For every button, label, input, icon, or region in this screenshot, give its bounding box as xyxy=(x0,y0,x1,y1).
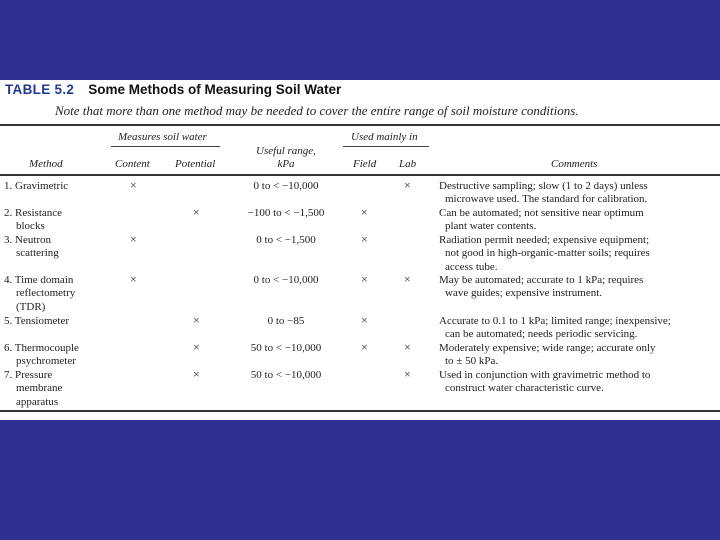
group-header-measures: Measures soil water xyxy=(118,131,207,143)
header-rule xyxy=(0,174,720,176)
table-subtitle: Note that more than one method may be needed to cover the entire range of soil moisture conditions. xyxy=(55,103,579,118)
group-rule-used xyxy=(343,146,429,147)
method-line: reflectometry xyxy=(16,287,76,300)
col-potential: Potential xyxy=(175,158,216,170)
method-cell xyxy=(4,274,112,314)
group-rule-measures xyxy=(111,146,220,147)
comment-line: microwave used. The standard for calibration. xyxy=(445,193,648,206)
comments-cell xyxy=(439,234,717,274)
comment-line: Used in conjunction with gravimetric method to xyxy=(439,369,651,381)
col-method: Method xyxy=(29,158,63,170)
method-cell xyxy=(4,342,112,369)
lab-mark: × xyxy=(404,340,411,354)
potential-mark: × xyxy=(193,340,200,354)
field-mark: × xyxy=(361,205,368,219)
method-line: blocks xyxy=(16,220,45,233)
range-cell: 0 to < −10,000 xyxy=(253,180,319,192)
col-content: Content xyxy=(115,158,150,170)
range-cell: 0 to < −10,000 xyxy=(253,274,319,286)
col-field: Field xyxy=(353,158,377,170)
lab-mark: × xyxy=(404,367,411,381)
content-mark: × xyxy=(130,178,137,192)
range-cell: 50 to < −10,000 xyxy=(250,369,322,381)
group-header-used: Used mainly in xyxy=(351,131,418,143)
method-cell xyxy=(4,207,112,234)
lab-mark: × xyxy=(404,272,411,286)
method-line: membrane xyxy=(16,382,63,395)
comment-line: construct water characteristic curve. xyxy=(445,382,604,395)
method-line: (TDR) xyxy=(16,300,46,313)
comments-cell xyxy=(439,342,717,369)
comment-line: to ± 50 kPa. xyxy=(445,355,499,368)
method-line: 6. Thermocouple xyxy=(4,342,79,354)
method-line: 2. Resistance xyxy=(4,207,63,219)
method-line: 4. Time domain xyxy=(4,274,74,286)
comment-line: Can be automated; not sensitive near optimum xyxy=(439,207,644,219)
col-comments: Comments xyxy=(551,158,598,170)
method-cell xyxy=(4,369,112,409)
range-cell: 0 to < −1,500 xyxy=(256,234,316,246)
method-line: 7. Pressure xyxy=(4,369,53,381)
col-lab: Lab xyxy=(399,158,417,170)
table-number: TABLE 5.2 xyxy=(5,82,75,97)
method-line: 1. Gravimetric xyxy=(4,180,69,192)
range-cell: 50 to < −10,000 xyxy=(250,342,322,354)
potential-mark: × xyxy=(193,313,200,327)
potential-mark: × xyxy=(193,205,200,219)
comment-line: plant water contents. xyxy=(445,220,537,233)
comments-cell xyxy=(439,180,717,207)
range-cell: −100 to < −1,500 xyxy=(247,207,325,219)
comments-cell xyxy=(439,207,717,234)
method-line: psychrometer xyxy=(16,355,76,368)
method-line: apparatus xyxy=(16,395,59,408)
table-title-text: Some Methods of Measuring Soil Water xyxy=(88,82,342,97)
comment-line: not good in high-organic-matter soils; requires xyxy=(445,247,650,260)
comments-cell xyxy=(439,369,717,396)
top-rule xyxy=(0,124,720,126)
method-line: scattering xyxy=(16,247,59,260)
field-mark: × xyxy=(361,313,368,327)
field-mark: × xyxy=(361,232,368,246)
comment-line: May be automated; accurate to 1 kPa; requires xyxy=(439,274,644,286)
lab-mark: × xyxy=(404,178,411,192)
col-range-line1: Useful range, xyxy=(256,145,316,157)
col-range-line2: kPa xyxy=(277,158,295,170)
comment-line: Destructive sampling; slow (1 to 2 days) unless xyxy=(439,180,648,192)
comments-cell xyxy=(439,315,717,342)
method-cell xyxy=(4,234,112,261)
field-mark: × xyxy=(361,340,368,354)
comment-line: access tube. xyxy=(445,260,498,273)
content-mark: × xyxy=(130,232,137,246)
method-line: 3. Neutron xyxy=(4,234,52,246)
comment-line: can be automated; needs periodic servicing. xyxy=(445,328,638,341)
range-cell: 0 to −85 xyxy=(267,315,305,327)
bottom-rule xyxy=(0,410,720,412)
method-cell xyxy=(4,180,112,193)
comment-line: wave guides; expensive instrument. xyxy=(445,287,603,300)
table-title xyxy=(5,82,341,97)
method-line: 5. Tensiometer xyxy=(4,315,70,327)
comment-line: Moderately expensive; wide range; accurate only xyxy=(439,342,656,354)
comment-line: Radiation permit needed; expensive equipment; xyxy=(439,234,650,246)
comments-cell xyxy=(439,274,717,301)
method-cell xyxy=(4,315,112,328)
field-mark: × xyxy=(361,272,368,286)
table-sheet xyxy=(0,80,720,420)
potential-mark: × xyxy=(193,367,200,381)
content-mark: × xyxy=(130,272,137,286)
comment-line: Accurate to 0.1 to 1 kPa; limited range; inexpensive; xyxy=(439,315,671,327)
